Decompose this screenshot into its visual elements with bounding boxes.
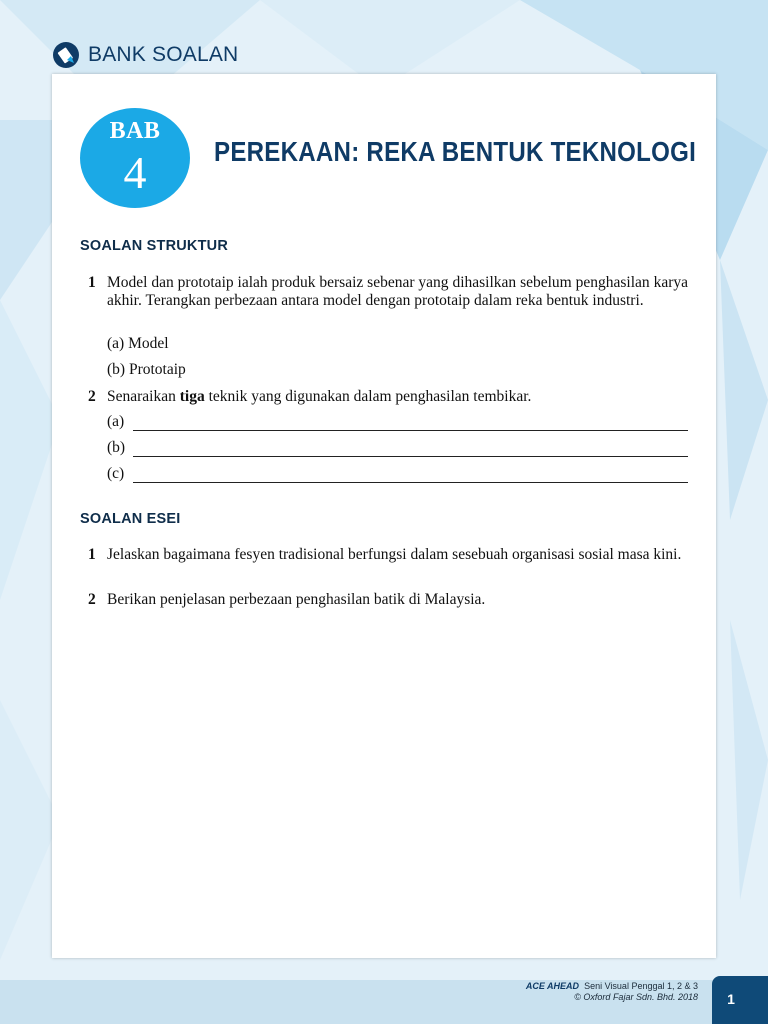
question-number: 1 bbox=[88, 274, 96, 291]
sub-part-b: (b) Prototaip bbox=[107, 361, 186, 378]
question-number: 2 bbox=[88, 388, 96, 405]
page-number: 1 bbox=[712, 976, 768, 1024]
section-heading-struktur: SOALAN STRUKTUR bbox=[80, 238, 228, 254]
answer-line-a[interactable] bbox=[107, 413, 688, 433]
footer-credits bbox=[526, 981, 698, 1003]
esei-question-1 bbox=[88, 546, 688, 564]
footer-brand: ACE AHEAD bbox=[525, 981, 580, 991]
chapter-label: BAB bbox=[109, 118, 161, 144]
esei-question-2 bbox=[88, 591, 688, 609]
answer-line-b[interactable] bbox=[107, 439, 688, 459]
answer-line bbox=[133, 430, 688, 431]
footer-copyright: © Oxford Fajar Sdn. Bhd. 2018 bbox=[574, 992, 698, 1002]
chapter-badge bbox=[80, 108, 190, 208]
answer-label: (b) bbox=[107, 439, 126, 456]
answer-line-c[interactable] bbox=[107, 465, 688, 485]
question-sheet bbox=[52, 74, 716, 958]
struktur-question-2 bbox=[88, 388, 688, 406]
question-number: 1 bbox=[88, 546, 96, 563]
page-header bbox=[52, 38, 238, 72]
answer-line bbox=[133, 456, 688, 457]
footer-book: Seni Visual Penggal 1, 2 & 3 bbox=[584, 981, 698, 991]
sub-part-a: (a) Model bbox=[107, 335, 169, 352]
answer-label: (a) bbox=[107, 413, 125, 430]
answer-label: (c) bbox=[107, 465, 125, 482]
chapter-number: 4 bbox=[123, 147, 147, 198]
question-text: Jelaskan bagaimana fesyen tradisional berfungsi dalam sesebuah organisasi sosial masa kini. bbox=[107, 546, 682, 563]
question-text: Senaraikan tiga teknik yang digunakan dalam penghasilan tembikar. bbox=[107, 388, 532, 405]
question-text: Model dan prototaip ialah produk bersaiz sebenar yang dihasilkan sebelum penghasilan karya akhir. Terangkan perbezaan antara model dengan prototaip dalam reka bentuk industri. bbox=[107, 274, 688, 309]
keyword-tiga: tiga bbox=[179, 388, 205, 405]
question-number: 2 bbox=[88, 591, 96, 608]
answer-line bbox=[133, 482, 688, 483]
chapter-title: PEREKAAN: REKA BENTUK TEKNOLOGI bbox=[214, 136, 697, 167]
header-title: BANK SOALAN bbox=[88, 43, 239, 66]
pen-book-icon bbox=[52, 41, 80, 69]
question-text: Berikan penjelasan perbezaan penghasilan batik di Malaysia. bbox=[107, 591, 486, 608]
struktur-question-1 bbox=[88, 274, 688, 310]
section-heading-esei: SOALAN ESEI bbox=[80, 511, 181, 527]
